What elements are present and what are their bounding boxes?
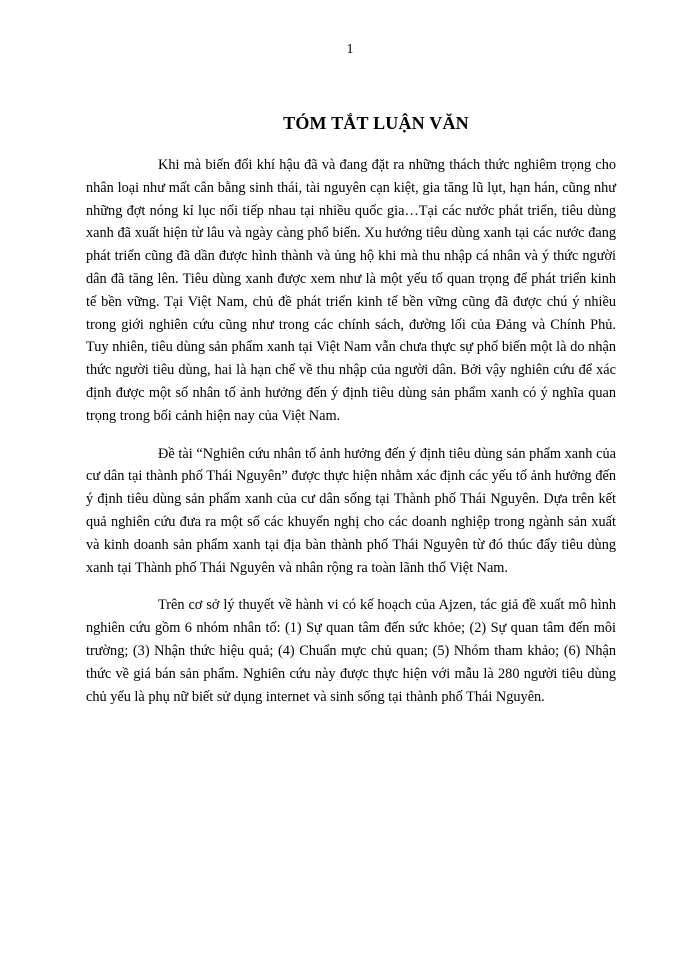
paragraph-objective: Đề tài “Nghiên cứu nhân tố ảnh hưởng đến ý định tiêu dùng sản phẩm xanh của cư dân tại thành phố Thái Nguyên” được thực hiện nhằm xác định các yếu tố ảnh hưởng đến ý định tiêu dùng sản phẩm xanh của cư dân sống tại Thành phố Thái Nguyên. Dựa trên kết quả nghiên cứu đưa ra một số các khuyến nghị cho các doanh nghiệp trong ngành sản xuất và kinh doanh sản phẩm xanh tại địa bàn thành phố Thái Nguyên từ đó thúc đẩy tiêu dùng xanh tại Thành phố Thái Nguyên và nhân rộng ra toàn lãnh thổ Việt Nam. bbox=[86, 445, 616, 576]
page-title: TÓM TẮT LUẬN VĂN bbox=[283, 113, 469, 133]
paragraph-introduction: Khi mà biến đổi khí hậu đã và đang đặt ra những thách thức nghiêm trọng cho nhân loại như mất cân bằng sinh thái, tài nguyên cạn kiệt, gia tăng lũ lụt, hạn hán, cũng như những đợt nóng kỉ lục nối tiếp nhau tại nhiều quốc gia…Tại các nước phát triển, tiêu dùng xanh đã xuất hiện từ lâu và ngày càng phổ biến. Xu hướng tiêu dùng xanh tại các nước đang phát triển cũng đã dần được hình thành và ủng hộ khi mà thu nhập cá nhân và ý thức người dân đã tăng lên. Tiêu dùng xanh được xem như là một yếu tố quan trọng để phát triển kinh tế bền vững. Tại Việt Nam, chủ đề phát triển kinh tế bền vững cũng đã được chú ý nhiều trong giới nghiên cứu cũng như trong các chính sách, đường lối của Đảng và Chính Phủ. Tuy nhiên, tiêu dùng sản phẩm xanh tại Việt Nam vẫn chưa thực sự phổ biến một là do nhận thức người tiêu dùng, hai là hạn chế về thu nhập của người dân. Bởi vậy nghiên cứu để xác định được một số nhân tố ảnh hưởng đến ý định tiêu dùng sản phẩm xanh có ý nghĩa quan trọng trong bối cảnh hiện nay của Việt Nam. bbox=[86, 157, 616, 424]
document-body bbox=[86, 154, 616, 723]
page-number: 1 bbox=[346, 42, 354, 57]
paragraph-methodology: Trên cơ sở lý thuyết về hành vi có kế hoạch của Ajzen, tác giả đề xuất mô hình nghiên cứu gồm 6 nhóm nhân tố: (1) Sự quan tâm đến sức khỏe; (2) Sự quan tâm đến môi trường; (3) Nhận thức hiệu quả; (4) Chuẩn mực chủ quan; (5) Nhóm tham khảo; (6) Nhận thức về giá bán sản phẩm. Nghiên cứu này được thực hiện với mẫu là 280 người tiêu dùng chủ yếu là phụ nữ biết sử dụng internet và sinh sống tại thành phố Thái Nguyên. bbox=[86, 597, 616, 705]
